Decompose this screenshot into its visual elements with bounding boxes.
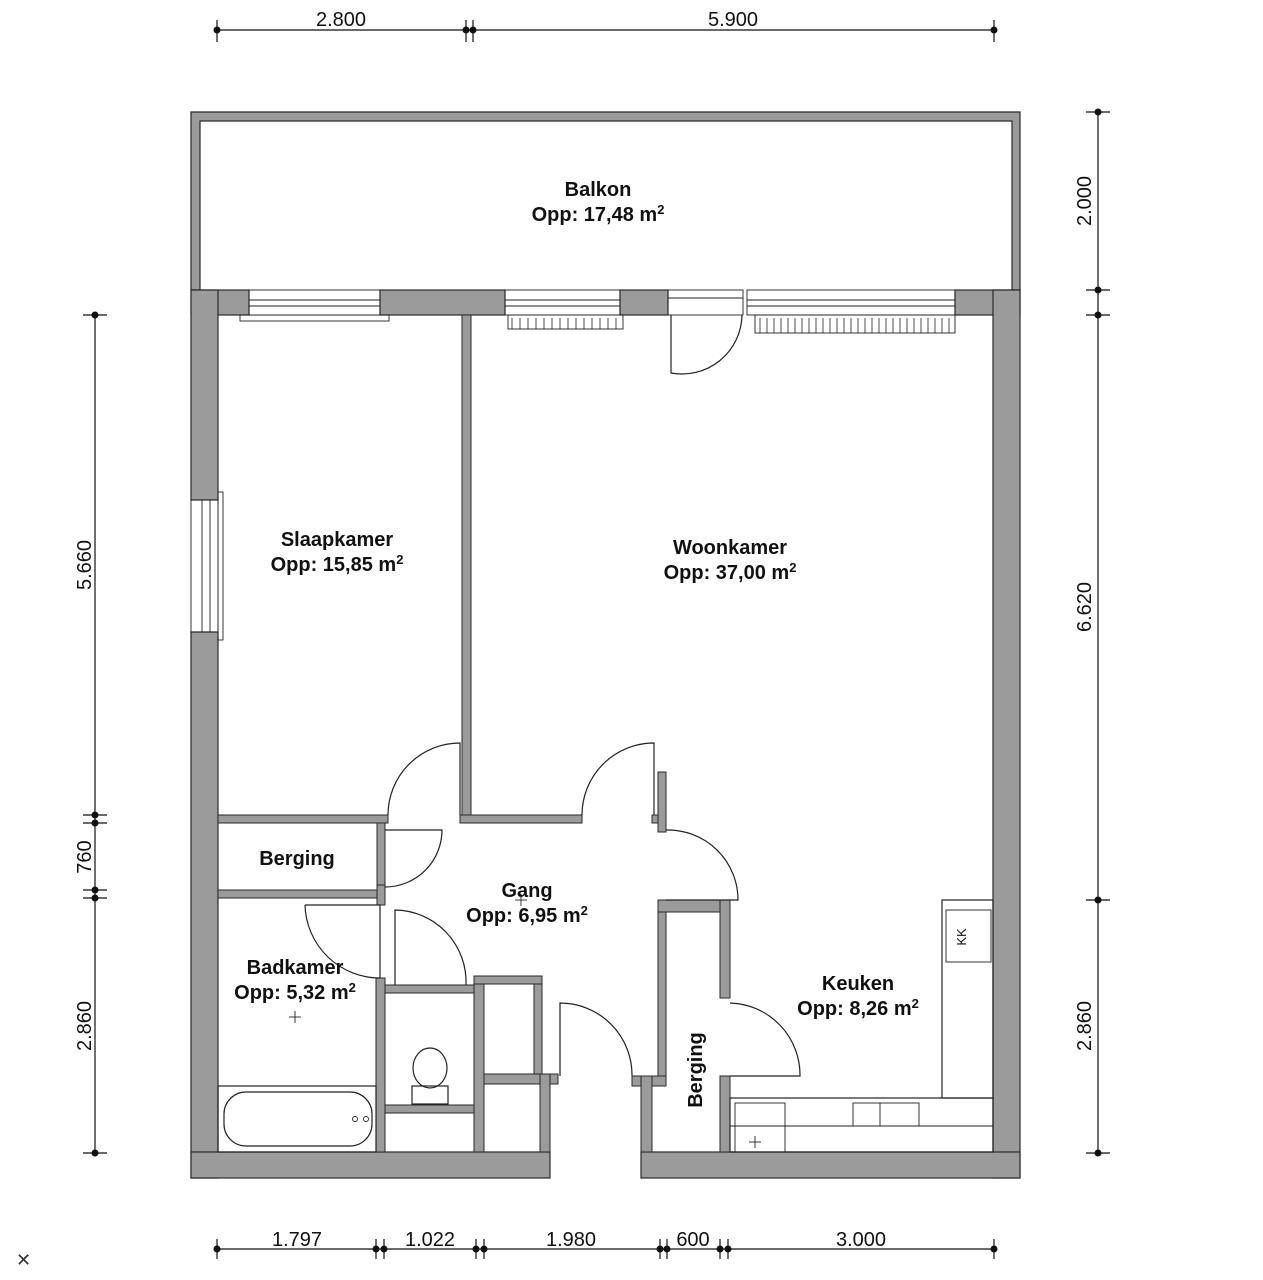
dim-bottom-1: 1.797 [271, 1229, 323, 1251]
dim-bottom-2: 1.022 [404, 1229, 456, 1251]
room-name-berging-vertical: Berging [685, 1032, 707, 1108]
room-area-woonkamer: Opp: 37,00 $m^2$ [663, 560, 797, 584]
room-labels [234, 179, 969, 1108]
dim-left-3: 2.860 [74, 1000, 96, 1052]
room-area-keuken: Opp: 8,26 $m^2$ [797, 996, 919, 1020]
dim-top-2: 5.900 [707, 9, 759, 31]
dim-bottom-3: 1.980 [545, 1229, 597, 1251]
room-name-berging: Berging [259, 848, 335, 870]
room-area-badkamer: Opp: 5,32 $m^2$ [234, 980, 356, 1004]
room-name-balkon: Balkon [564, 179, 632, 201]
interior-walls [218, 315, 730, 1152]
plus-marker-icon [289, 894, 761, 1148]
room-area-balkon: Opp: 17,48 $m^2$ [531, 202, 665, 226]
fridge-label: KK [954, 928, 969, 946]
room-area-slaapkamer: Opp: 15,85 $m^2$ [270, 552, 404, 576]
balcony [191, 112, 1020, 290]
dim-bottom-4: 600 [676, 1229, 710, 1251]
room-area-gang: Opp: 6,95 $m^2$ [466, 903, 588, 927]
dim-bottom-5: 3.000 [835, 1229, 887, 1251]
dim-left-2: 760 [74, 840, 96, 874]
dim-right-2: 6.620 [1074, 581, 1096, 633]
dim-right-1: 2.000 [1074, 175, 1096, 227]
window-hatching [512, 318, 949, 333]
room-name-gang: Gang [501, 880, 553, 902]
dim-left-1: 5.660 [74, 539, 96, 591]
room-name-woonkamer: Woonkamer [672, 537, 788, 559]
room-name-badkamer: Badkamer [246, 957, 344, 979]
room-name-keuken: Keuken [821, 973, 895, 995]
room-name-slaapkamer: Slaapkamer [280, 529, 394, 551]
close-icon[interactable]: ✕ [16, 1250, 32, 1271]
fixtures [218, 894, 993, 1152]
dim-top-1: 2.800 [315, 9, 367, 31]
windows [191, 290, 955, 640]
exterior-walls [191, 290, 1020, 1178]
dim-right-3: 2.860 [1074, 1000, 1096, 1052]
